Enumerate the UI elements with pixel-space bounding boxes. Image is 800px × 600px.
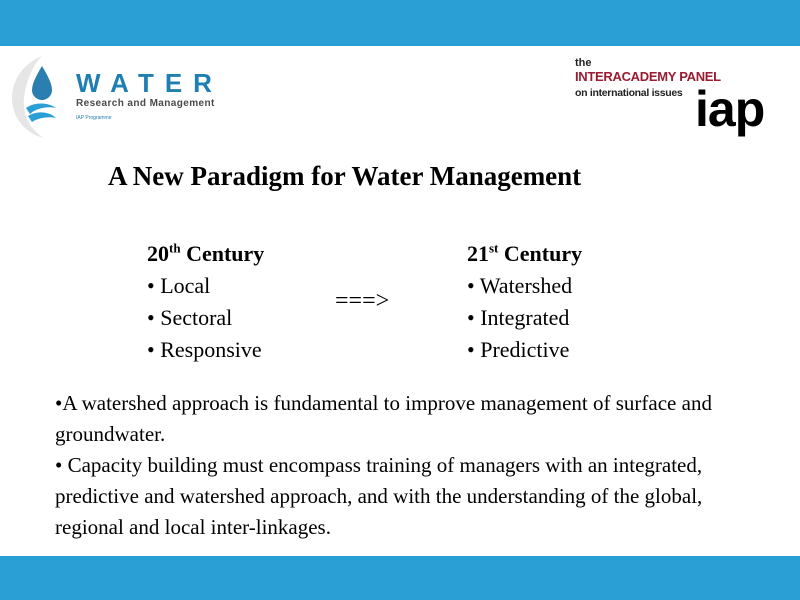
water-drop-icon [8, 52, 78, 142]
paragraph-capacity-building: • Capacity building must encompass training of managers with an integrated, predictive and watershed approach, and with the understanding of the global, regional and local inter-linkages. [55, 453, 703, 539]
left-heading-word: Century [180, 241, 265, 266]
list-item: • Integrated [467, 305, 570, 330]
slide-title: A New Paradigm for Water Management [108, 161, 582, 191]
iap-logo-the: the [575, 57, 592, 69]
left-column [147, 238, 264, 366]
list-item: • Watershed [467, 273, 573, 298]
water-logo-subtitle: Research and Management [76, 98, 215, 109]
iap-logo-issues: on international issues [575, 87, 683, 99]
water-logo [8, 52, 228, 142]
top-band [0, 0, 800, 46]
list-item: • Predictive [467, 337, 570, 362]
list-item: • Local [147, 273, 211, 298]
list-item: • Sectoral [147, 305, 233, 330]
water-logo-word: WATER [76, 68, 223, 98]
iap-logo-mark: iap [695, 81, 765, 137]
water-logo-program: IAP Programme [76, 115, 112, 121]
left-column-heading [147, 238, 264, 270]
left-heading-number: 20 [147, 241, 169, 266]
right-column [467, 238, 582, 366]
iap-logo [575, 58, 790, 148]
paragraph-watershed: •A watershed approach is fundamental to improve management of surface and groundwater. [55, 391, 712, 446]
transition-arrow: ===> [335, 288, 390, 314]
right-heading-word: Century [498, 241, 583, 266]
right-heading-number: 21 [467, 241, 489, 266]
list-item: • Responsive [147, 337, 262, 362]
bottom-band [0, 556, 800, 600]
left-heading-suffix: th [169, 240, 181, 256]
right-column-heading [467, 238, 582, 270]
iap-logo-panel: INTERACADEMY PANEL [575, 69, 721, 84]
right-heading-suffix: st [489, 240, 499, 256]
